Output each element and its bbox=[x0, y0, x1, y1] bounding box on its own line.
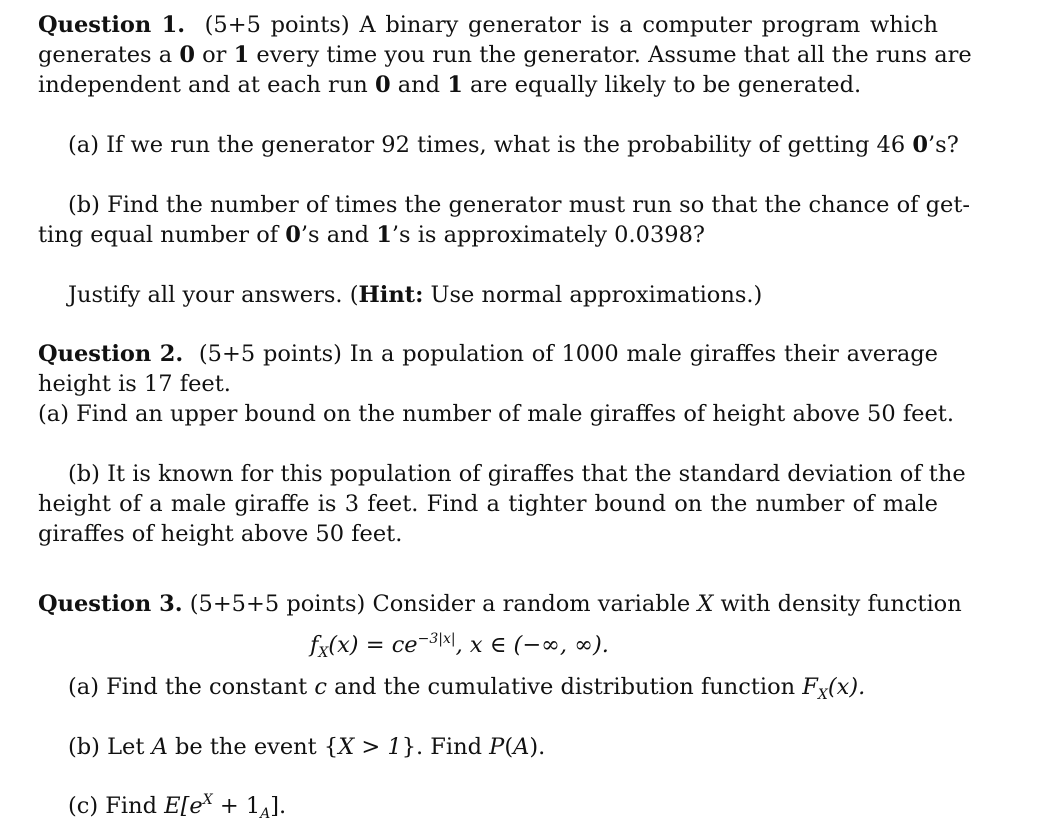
eq-f-sub: X bbox=[318, 645, 329, 661]
var-a: A bbox=[151, 734, 168, 760]
q1-text: and bbox=[390, 72, 448, 98]
exp-x: X bbox=[202, 792, 213, 808]
q1-part-b-line-1 bbox=[68, 190, 971, 220]
q3-part-a-text: and the cumulative distribution function bbox=[326, 674, 803, 700]
eq-body: (x) = ce bbox=[328, 632, 418, 658]
q1-line-3 bbox=[38, 70, 938, 100]
q1-justify bbox=[68, 280, 938, 310]
var-x: X bbox=[697, 591, 714, 617]
eq-exponent: −3|x| bbox=[417, 631, 456, 647]
q1-part-a-text: (a) If we run the generator 92 times, what is the probability of getting 46 bbox=[68, 132, 913, 158]
q1-part-a-text: ’s? bbox=[928, 132, 959, 158]
q1-text: are equally likely to be generated. bbox=[462, 72, 862, 98]
q1-part-a bbox=[68, 130, 959, 160]
q2-line-1 bbox=[38, 339, 938, 369]
q3-part-c bbox=[68, 791, 938, 821]
cdf-sub: X bbox=[817, 687, 828, 703]
q3-part-c-text: ]. bbox=[270, 793, 287, 819]
q3-part-c-text: + 1 bbox=[212, 793, 261, 819]
q3-text: Consider a random variable bbox=[365, 591, 698, 617]
q3-line-1 bbox=[38, 589, 962, 619]
digit-one: 1 bbox=[376, 222, 392, 248]
q1-line-1 bbox=[38, 10, 938, 40]
justify-text: Use normal approximations.) bbox=[423, 282, 763, 308]
eq-domain: , x ∈ (−∞, ∞). bbox=[455, 632, 609, 658]
q1-part-b-text: ’s and bbox=[300, 222, 377, 248]
const-c: c bbox=[314, 674, 327, 700]
digit-one: 1 bbox=[447, 72, 463, 98]
digit-one: 1 bbox=[233, 42, 250, 68]
indicator-sub: A bbox=[260, 806, 271, 822]
q1-text: or bbox=[194, 42, 234, 68]
prob-p: P bbox=[489, 734, 505, 760]
digit-zero: 0 bbox=[912, 132, 928, 158]
q2-part-b-line-2 bbox=[38, 489, 938, 519]
event-expression: X > 1 bbox=[338, 734, 402, 760]
q2-part-b-text: (b) It is known for this population of giraffes that the standard deviation of the bbox=[68, 461, 966, 487]
q1-text: generates a bbox=[38, 42, 180, 68]
q3-part-b-text: ( bbox=[504, 734, 514, 760]
q2-part-b-line-3: giraffes of height above 50 feet. bbox=[38, 521, 403, 547]
q1-points: (5+5 points) bbox=[204, 12, 350, 38]
q3-part-b-text: be the event { bbox=[167, 734, 339, 760]
q2-text: In a population of 1000 male giraffes their average bbox=[341, 341, 938, 367]
q3-points: (5+5+5 points) bbox=[189, 591, 366, 617]
q1-text: independent and at each run bbox=[38, 72, 375, 98]
q1-line-2 bbox=[38, 40, 972, 70]
q2-title: Question 2. bbox=[38, 341, 184, 367]
cdf-arg: (x). bbox=[827, 674, 866, 700]
cdf-f: F bbox=[802, 674, 818, 700]
q1-part-b-text: ting equal number of bbox=[38, 222, 286, 248]
justify-text: Justify all your answers. ( bbox=[68, 282, 359, 308]
q2-part-b-text: height of a male giraffe is 3 feet. Find a tighter bound on the number of male bbox=[38, 491, 938, 517]
digit-zero: 0 bbox=[374, 72, 391, 98]
q3-part-a bbox=[68, 672, 938, 702]
q2-points: (5+5 points) bbox=[198, 341, 342, 367]
q1-part-b-text: (b) Find the number of times the generator must run so that the chance of get- bbox=[68, 192, 971, 218]
q1-text: A binary generator is a computer program which bbox=[349, 12, 939, 38]
q1-part-b-line-2 bbox=[38, 220, 938, 250]
digit-zero: 0 bbox=[179, 42, 195, 68]
q1-part-b-text: ’s is approximately 0.0398? bbox=[391, 222, 705, 248]
q3-title: Question 3. bbox=[38, 591, 183, 617]
q2-part-b-line-1 bbox=[68, 459, 966, 489]
density-equation bbox=[310, 630, 609, 660]
q3-part-c-text: (c) Find bbox=[68, 793, 165, 819]
q3-part-b-text: }. Find bbox=[401, 734, 490, 760]
q3-part-a-text: (a) Find the constant bbox=[68, 674, 315, 700]
digit-zero: 0 bbox=[285, 222, 301, 248]
q2-line-2: height is 17 feet. bbox=[38, 371, 231, 397]
expect-e: E bbox=[164, 793, 181, 819]
q3-part-b-text: ). bbox=[529, 734, 546, 760]
hint-label: Hint: bbox=[358, 282, 424, 308]
q3-part-b-text: (b) Let bbox=[68, 734, 152, 760]
q2-part-a: (a) Find an upper bound on the number of male giraffes of height above 50 feet. bbox=[38, 401, 954, 427]
q1-text: every time you run the generator. Assume that all the runs are bbox=[249, 42, 972, 68]
q3-part-c-text: [e bbox=[180, 793, 203, 819]
q3-text: with density function bbox=[713, 591, 962, 617]
q1-title: Question 1. bbox=[38, 12, 186, 38]
eq-f: f bbox=[310, 632, 319, 658]
q3-part-b bbox=[68, 732, 938, 762]
var-a: A bbox=[513, 734, 530, 760]
